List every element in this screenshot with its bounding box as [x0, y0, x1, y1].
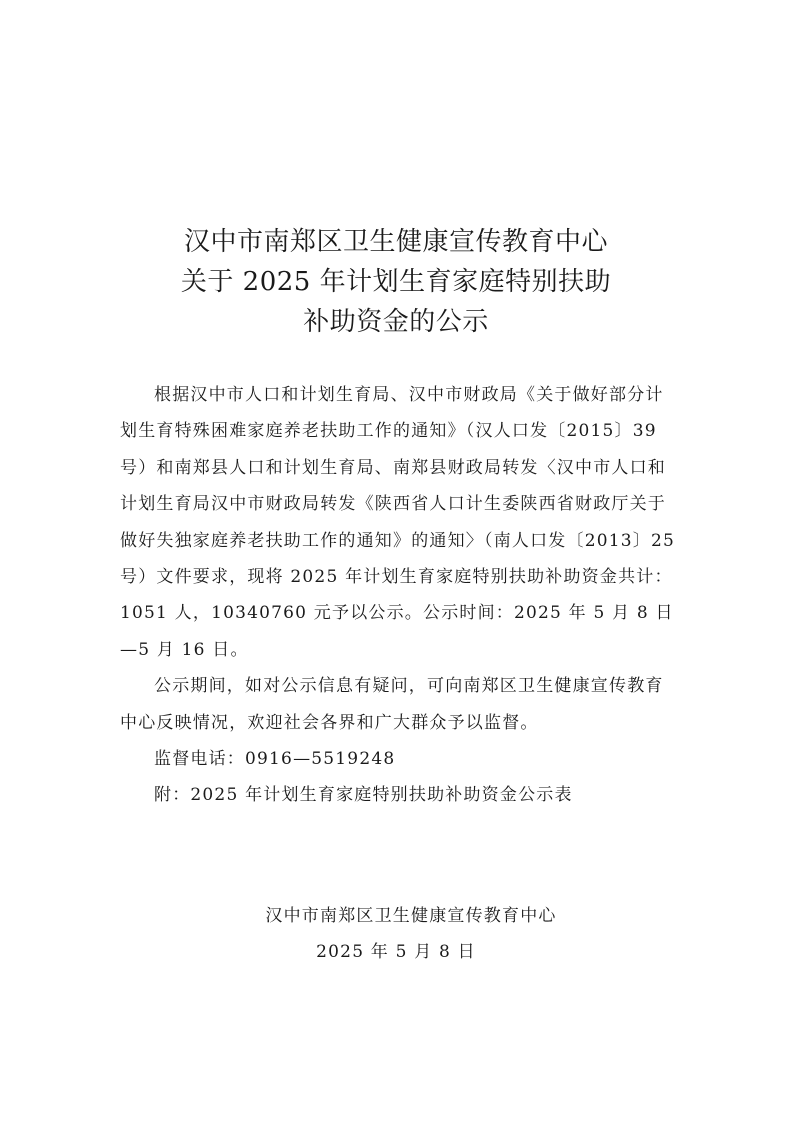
paragraph-phone: 监督电话：0916—5519248 [154, 749, 396, 770]
title-line-2: 关于 2025 年计划生育家庭特别扶助 [180, 267, 612, 297]
paragraph-main: 根据汉中市人口和计划生育局、汉中市财政局《关于做好部分计划生育特殊困难家庭养老扶助工作的通知》（汉人口发〔2015〕39 号）和南郑县人口和计划生育局、南郑县财政局转发〈汉中市人口和计划生育局汉中市财政局转发《陕西省人口计生委陕西省财政厅关于做好失独家庭养老扶助工作的通知》的通知〉（南人口发〔2013〕25 号）文件要求，现将 2025 年计划生育家庭特别扶助补助资金共计：1051 人，10340760 元予以公示。公示时间：2025 年 5 月 8 日—5 月 16 日。 [120, 385, 675, 660]
title-line-1: 汉中市南郑区卫生健康宣传教育中心 [183, 227, 608, 257]
signature-organization: 汉中市南郑区卫生健康宣传教育中心 [265, 906, 557, 926]
document-title [0, 222, 792, 342]
signature-date: 2025 年 5 月 8 日 [316, 942, 476, 962]
document-body [120, 377, 680, 814]
title-line-3: 补助资金的公示 [303, 307, 489, 337]
paragraph-attachment: 附：2025 年计划生育家庭特别扶助补助资金公示表 [154, 785, 573, 806]
signature-block [0, 898, 792, 970]
paragraph-feedback: 公示期间，如对公示信息有疑问，可向南郑区卫生健康宣传教育中心反映情况，欢迎社会各界和广大群众予以监督。 [120, 676, 664, 733]
